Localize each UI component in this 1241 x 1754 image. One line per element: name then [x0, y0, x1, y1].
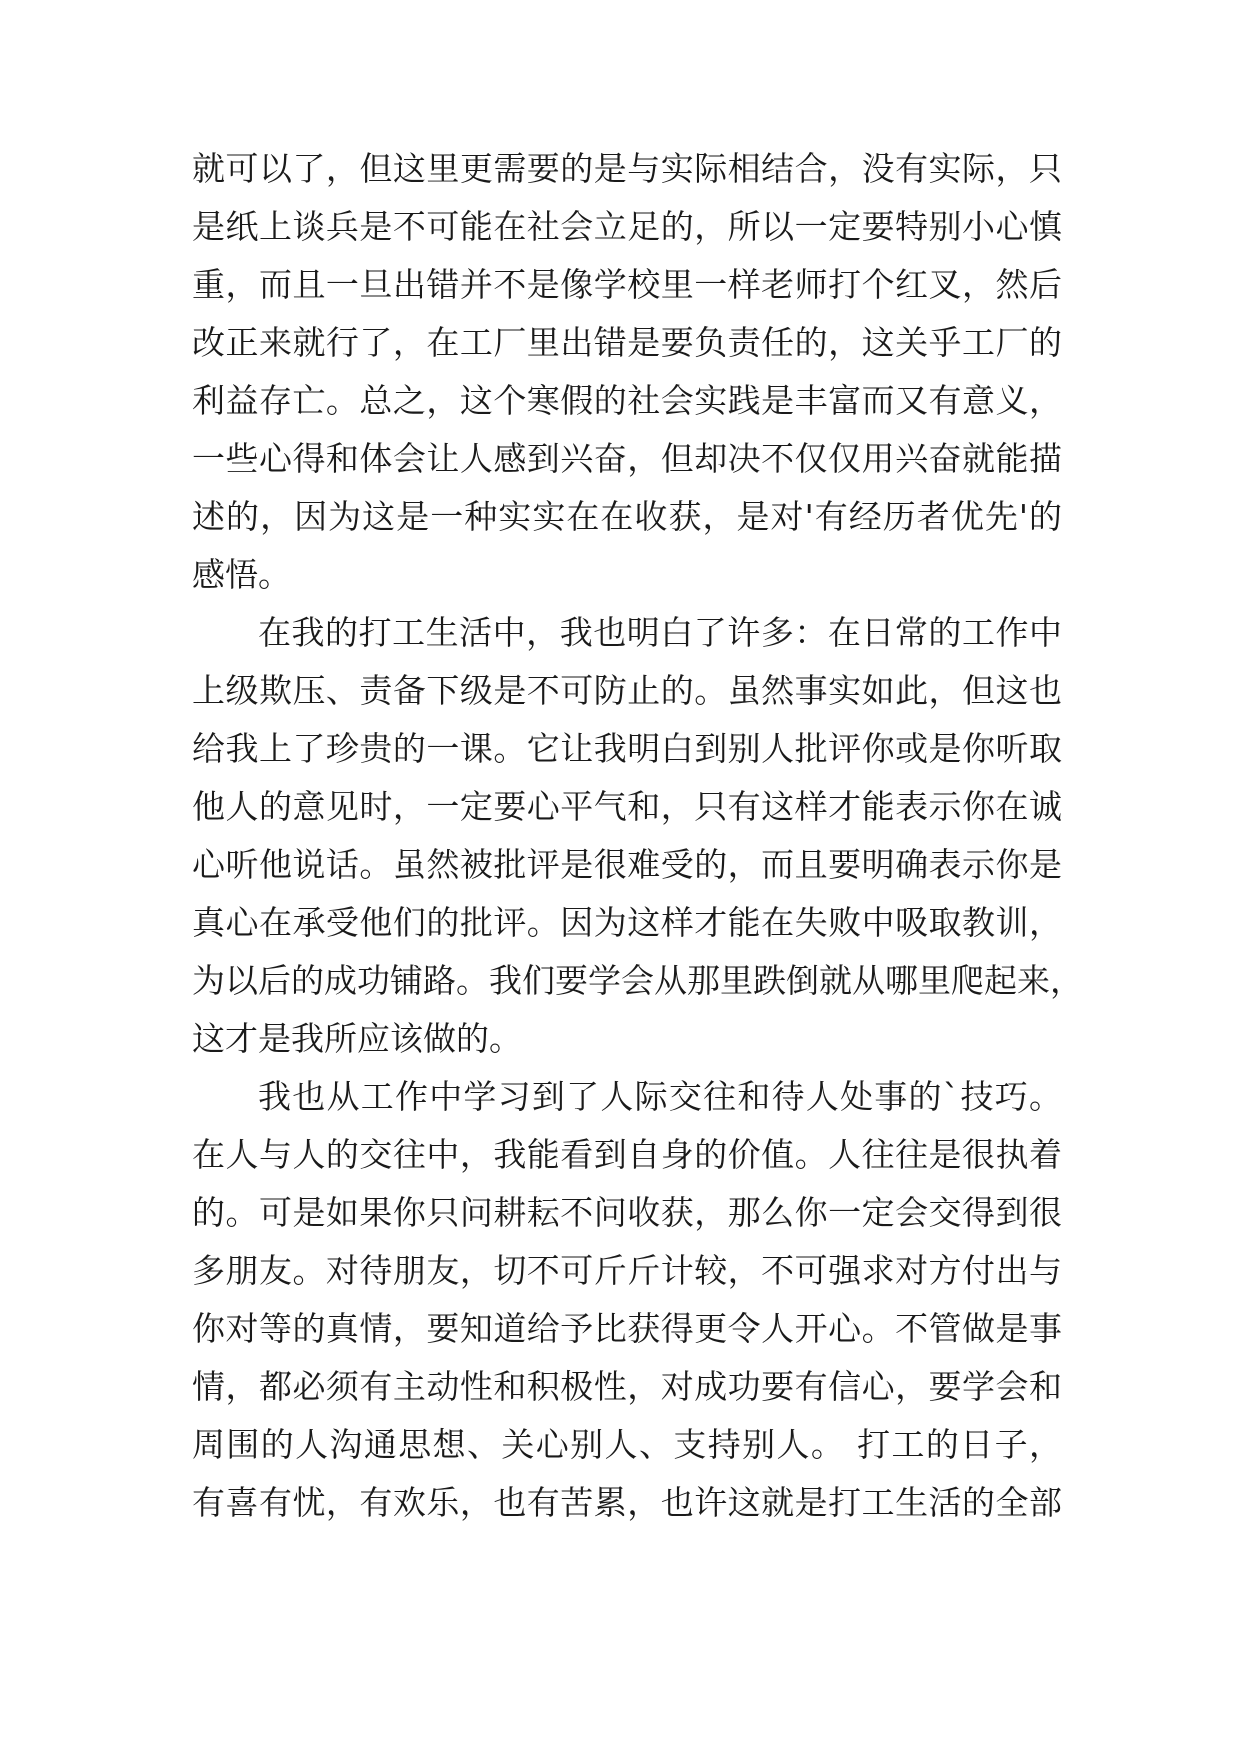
- body-text: [192, 140, 1083, 1532]
- text-line: 他人的意见时，一定要心平气和，只有这样才能表示你在诚: [192, 787, 1062, 826]
- text-line: 这才是我所应该做的。: [192, 1019, 522, 1058]
- text-line: 利益存亡。总之，这个寒假的社会实践是丰富而又有意义，: [192, 381, 1062, 420]
- paragraph: [192, 140, 1062, 604]
- text-line: 上级欺压、责备下级是不可防止的。虽然事实如此，但这也: [192, 671, 1062, 710]
- text-line: 一些心得和体会让人感到兴奋，但却决不仅仅用兴奋就能描: [192, 439, 1062, 478]
- text-line: 情，都必须有主动性和积极性，对成功要有信心，要学会和: [192, 1367, 1062, 1406]
- text-line: 真心在承受他们的批评。因为这样才能在失败中吸取教训，: [192, 903, 1062, 942]
- paragraph: [192, 1068, 1062, 1532]
- text-line: 的。可是如果你只问耕耘不问收获，那么你一定会交得到很: [192, 1193, 1062, 1232]
- paragraph: [192, 604, 1083, 1068]
- text-line: 多朋友。对待朋友，切不可斤斤计较，不可强求对方付出与: [192, 1251, 1062, 1290]
- text-line: 在我的打工生活中，我也明白了许多：在日常的工作中: [258, 613, 1062, 652]
- text-line: 感悟。: [192, 555, 291, 594]
- text-line: 在人与人的交往中，我能看到自身的价值。人往往是很执着: [192, 1135, 1062, 1174]
- text-line: 为以后的成功铺路。我们要学会从那里跌倒就从哪里爬起来，: [192, 961, 1083, 1000]
- text-line: 就可以了，但这里更需要的是与实际相结合，没有实际，只: [192, 149, 1062, 188]
- text-line: 周围的人沟通思想、关心别人、支持别人。 打工的日子，: [192, 1425, 1062, 1464]
- text-line: 重，而且一旦出错并不是像学校里一样老师打个红叉，然后: [192, 265, 1062, 304]
- text-line: 有喜有忧，有欢乐，也有苦累，也许这就是打工生活的全部: [192, 1483, 1062, 1522]
- text-line: 改正来就行了，在工厂里出错是要负责任的，这关乎工厂的: [192, 323, 1062, 362]
- text-line: 我也从工作中学习到了人际交往和待人处事的`技巧。: [258, 1077, 1062, 1116]
- text-line: 是纸上谈兵是不可能在社会立足的，所以一定要特别小心慎: [192, 207, 1062, 246]
- text-line: 给我上了珍贵的一课。它让我明白到别人批评你或是你听取: [192, 729, 1062, 768]
- text-line: 述的，因为这是一种实实在在收获，是对'有经历者优先'的: [192, 497, 1062, 536]
- text-line: 心听他说话。虽然被批评是很难受的，而且要明确表示你是: [192, 845, 1062, 884]
- text-line: 你对等的真情，要知道给予比获得更令人开心。不管做是事: [192, 1309, 1062, 1348]
